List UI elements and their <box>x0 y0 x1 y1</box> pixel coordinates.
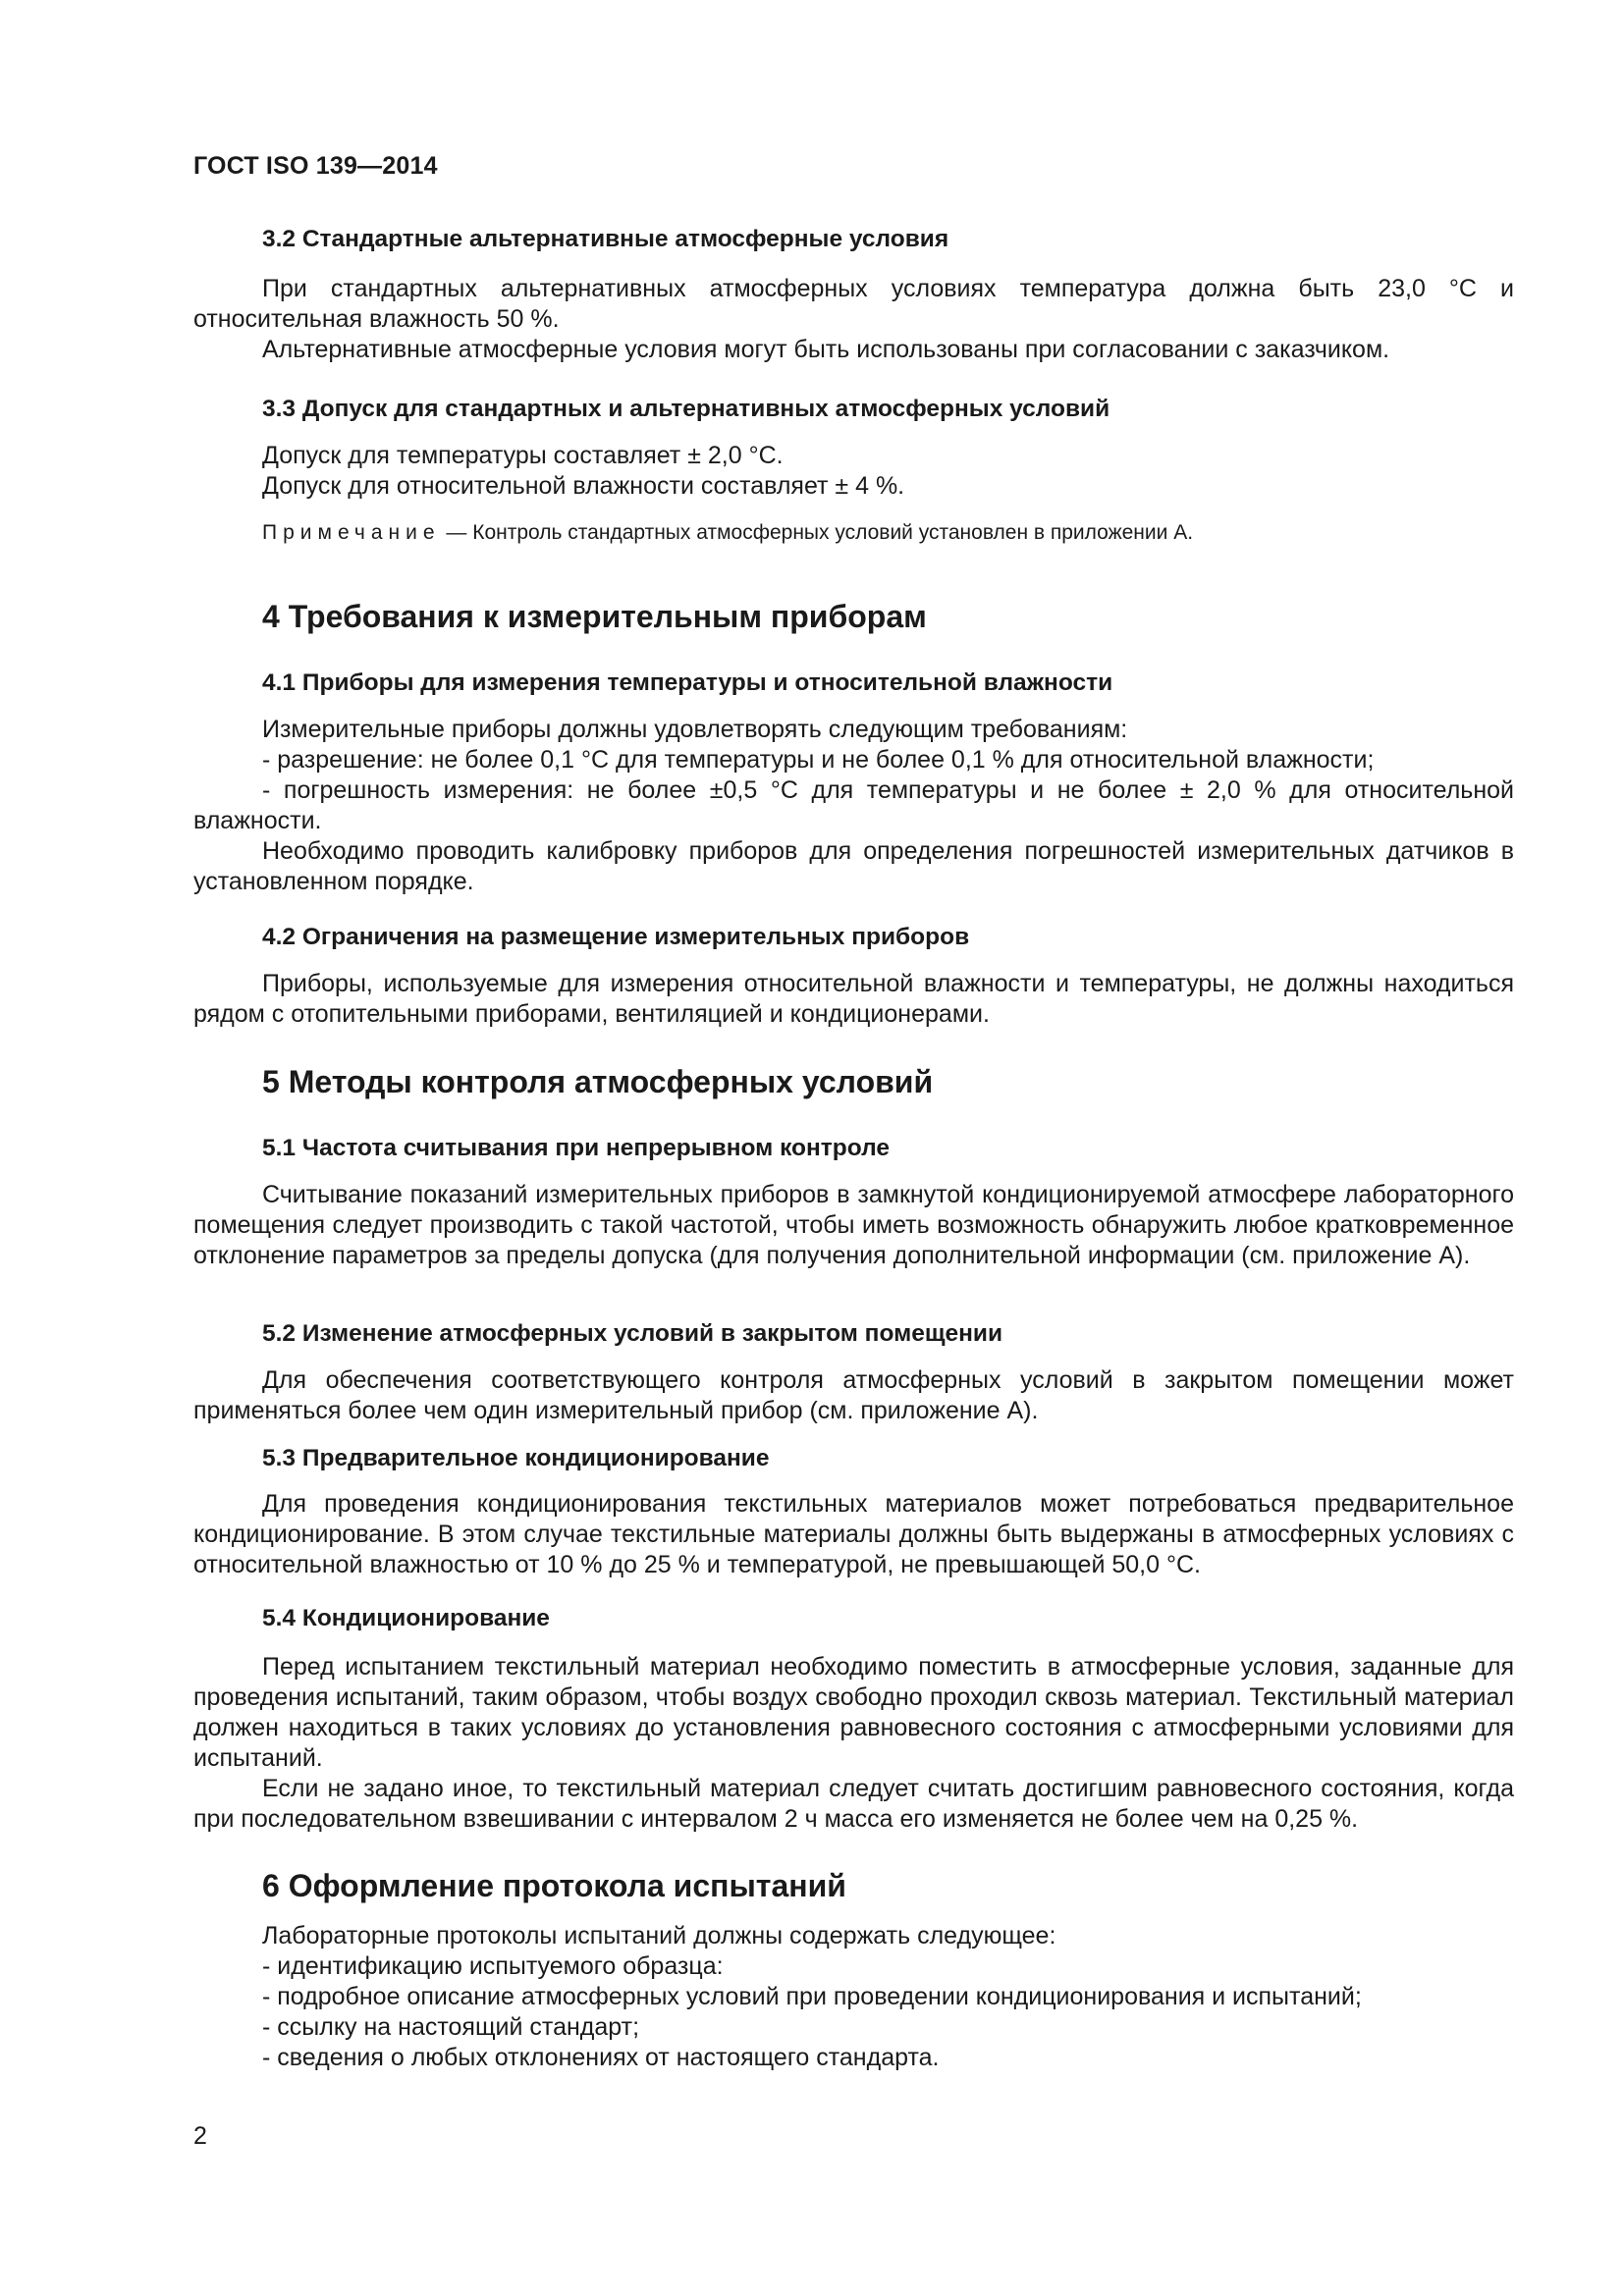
paragraph: Лабораторные протоколы испытаний должны содержать следующее: <box>262 1922 1056 1949</box>
section-6-title: 6 Оформление протокола испытаний <box>262 1868 846 1903</box>
section-3-2-body <box>193 274 1514 365</box>
paragraph: Считывание показаний измерительных приборов в замкнутой кондиционируемой атмосфере лабораторного помещения следует производить с такой частотой, чтобы иметь возможность обнаружить любое кратковременное отклонение параметров за пределы допуска (для получения дополнительной информации (см. приложение А). <box>193 1181 1514 1269</box>
section-5-4-body <box>193 1652 1514 1835</box>
note-text: — Контроль стандартных атмосферных условий установлен в приложении А. <box>440 521 1194 544</box>
page-number: 2 <box>193 2122 207 2150</box>
document-code: ГОСТ ISO 139—2014 <box>193 152 438 180</box>
list-item: - сведения о любых отклонениях от настоящего стандарта. <box>262 2044 940 2071</box>
paragraph: При стандартных альтернативных атмосферных условиях температура должна быть 23,0 °С и относительная влажность 50 %. <box>193 275 1514 333</box>
section-5-4-title: 5.4 Кондиционирование <box>262 1605 550 1631</box>
section-5-3-body <box>193 1489 1514 1580</box>
paragraph: Допуск для относительной влажности составляет ± 4 %. <box>262 472 905 500</box>
list-item: - подробное описание атмосферных условий при проведении кондиционирования и испытаний; <box>262 1983 1362 2010</box>
paragraph: Измерительные приборы должны удовлетворять следующим требованиям: <box>262 716 1128 743</box>
section-3-3-title: 3.3 Допуск для стандартных и альтернативных атмосферных условий <box>262 396 1110 422</box>
section-4-title: 4 Требования к измерительным приборам <box>262 599 927 634</box>
section-5-1-body <box>193 1180 1514 1271</box>
list-item: - идентификацию испытуемого образца: <box>262 1952 724 1980</box>
section-6-body <box>193 1921 1514 2073</box>
paragraph: Приборы, используемые для измерения относительной влажности и температуры, не должны находиться рядом с отопительными приборами, вентиляцией и кондиционерами. <box>193 970 1514 1028</box>
paragraph: Для проведения кондиционирования текстильных материалов может потребоваться предварительное кондиционирование. В этом случае текстильные материалы должны быть выдержаны в атмосферных условиях с относительной влажностью от 10 % до 25 % и температурой, не превышающей 50,0 °С. <box>193 1490 1514 1578</box>
section-5-title: 5 Методы контроля атмосферных условий <box>262 1064 934 1099</box>
section-4-1-title: 4.1 Приборы для измерения температуры и относительной влажности <box>262 669 1113 696</box>
section-4-1-body <box>193 715 1514 897</box>
paragraph: Если не задано иное, то текстильный материал следует считать достигшим равновесного состояния, когда при последовательном взвешивании с интервалом 2 ч масса его изменяется не более чем на 0,25 %. <box>193 1775 1514 1833</box>
paragraph: - разрешение: не более 0,1 °С для температуры и не более 0,1 % для относительной влажности; <box>262 746 1375 774</box>
note <box>262 521 1193 545</box>
list-item: - ссылку на настоящий стандарт; <box>262 2013 640 2041</box>
paragraph: Для обеспечения соответствующего контроля атмосферных условий в закрытом помещении может применяться более чем один измерительный прибор (см. приложение А). <box>193 1366 1514 1424</box>
section-5-2-title: 5.2 Изменение атмосферных условий в закрытом помещении <box>262 1320 1003 1347</box>
paragraph: - погрешность измерения: не более ±0,5 °С для температуры и не более ± 2,0 % для относительной влажности. <box>193 776 1514 834</box>
section-4-2-title: 4.2 Ограничения на размещение измерительных приборов <box>262 924 970 950</box>
paragraph: Допуск для температуры составляет ± 2,0 °С. <box>262 442 784 469</box>
section-4-2-body <box>193 969 1514 1030</box>
section-3-2-title: 3.2 Стандартные альтернативные атмосферные условия <box>262 226 949 252</box>
paragraph: Альтернативные атмосферные условия могут быть использованы при согласовании с заказчиком. <box>262 336 1390 363</box>
section-3-3-body <box>193 441 1514 502</box>
note-label: Примечание <box>262 521 441 544</box>
section-5-2-body <box>193 1365 1514 1426</box>
section-5-3-title: 5.3 Предварительное кондиционирование <box>262 1445 770 1471</box>
paragraph: Необходимо проводить калибровку приборов для определения погрешностей измерительных датчиков в установленном порядке. <box>193 837 1514 895</box>
section-5-1-title: 5.1 Частота считывания при непрерывном контроле <box>262 1135 890 1161</box>
paragraph: Перед испытанием текстильный материал необходимо поместить в атмосферные условия, заданные для проведения испытаний, таким образом, чтобы воздух свободно проходил сквозь материал. Текстильный материал должен находиться в таких условиях до установления равновесного состояния с атмосферными условиями для испытаний. <box>193 1653 1514 1772</box>
